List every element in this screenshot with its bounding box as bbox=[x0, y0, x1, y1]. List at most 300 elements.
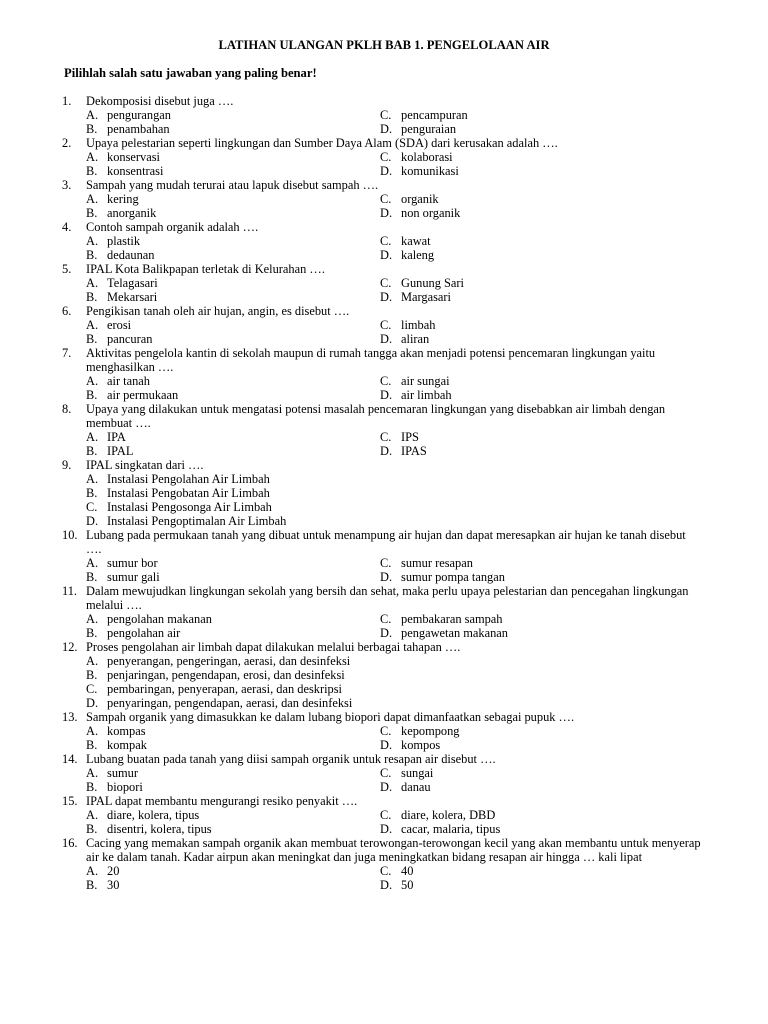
option-text: pengolahan makanan bbox=[107, 612, 212, 626]
option-row bbox=[0, 430, 768, 444]
option-letter: D. bbox=[86, 514, 99, 528]
question-stem bbox=[0, 458, 768, 472]
option-text: sumur bbox=[107, 766, 138, 780]
option-letter: B. bbox=[86, 388, 98, 402]
option-row bbox=[0, 374, 768, 388]
option-text: air tanah bbox=[107, 374, 150, 388]
question-text: Contoh sampah organik adalah …. bbox=[86, 220, 259, 234]
option-row bbox=[0, 626, 768, 640]
option-text: biopori bbox=[107, 780, 143, 794]
question-number: 1. bbox=[62, 94, 72, 108]
question-text: Dalam mewujudkan lingkungan sekolah yang bersih dan sehat, maka perlu upaya pelestarian dan pencegahan lingkungan melalui …. bbox=[86, 584, 689, 612]
options-group bbox=[0, 472, 768, 528]
answer-option bbox=[86, 234, 140, 248]
options-group bbox=[0, 374, 768, 402]
option-letter: B. bbox=[86, 122, 98, 136]
option-letter: A. bbox=[86, 234, 99, 248]
option-letter: C. bbox=[380, 430, 392, 444]
instruction-text: Pilihlah salah satu jawaban yang paling benar! bbox=[64, 66, 317, 80]
option-text: penyerangan, pengeringan, aerasi, dan desinfeksi bbox=[107, 654, 351, 668]
answer-option bbox=[86, 164, 163, 178]
option-letter: C. bbox=[380, 318, 392, 332]
option-letter: A. bbox=[86, 654, 99, 668]
option-letter: A. bbox=[86, 472, 99, 486]
answer-option bbox=[380, 430, 419, 444]
option-text: pancuran bbox=[107, 332, 153, 346]
option-letter: D. bbox=[380, 122, 393, 136]
options-group bbox=[0, 808, 768, 836]
question-text: Sampah organik yang dimasukkan ke dalam lubang biopori dapat dimanfaatkan sebagai pupuk …. bbox=[86, 710, 575, 724]
option-text: penambahan bbox=[107, 122, 170, 136]
answer-option bbox=[86, 766, 138, 780]
question-text: Dekomposisi disebut juga …. bbox=[86, 94, 234, 108]
option-text: pembaringan, penyerapan, aerasi, dan deskripsi bbox=[107, 682, 342, 696]
question-item bbox=[0, 178, 768, 220]
question-item bbox=[0, 220, 768, 262]
question-text: Upaya yang dilakukan untuk mengatasi potensi masalah pencemaran lingkungan yang disebabkan air limbah dengan membuat …. bbox=[86, 402, 666, 430]
option-letter: C. bbox=[380, 234, 392, 248]
answer-option bbox=[380, 276, 464, 290]
answer-option bbox=[86, 780, 143, 794]
question-text: Lubang buatan pada tanah yang diisi sampah organik untuk resapan air disebut …. bbox=[86, 752, 496, 766]
question-text: Proses pengolahan air limbah dapat dilakukan melalui berbagai tahapan …. bbox=[86, 640, 461, 654]
question-stem bbox=[0, 346, 768, 374]
option-row bbox=[0, 808, 768, 822]
question-item bbox=[0, 262, 768, 304]
question-number: 2. bbox=[62, 136, 72, 150]
option-text: Instalasi Pengobatan Air Limbah bbox=[107, 486, 270, 500]
option-text: plastik bbox=[107, 234, 141, 248]
options-group bbox=[0, 234, 768, 262]
option-text: Gunung Sari bbox=[401, 276, 464, 290]
question-stem bbox=[0, 836, 768, 864]
option-row bbox=[0, 780, 768, 794]
question-number: 3. bbox=[62, 178, 72, 192]
option-letter: C. bbox=[380, 808, 392, 822]
question-text: Upaya pelestarian seperti lingkungan dan Sumber Daya Alam (SDA) dari kerusakan adalah …. bbox=[86, 136, 558, 150]
option-row bbox=[0, 864, 768, 878]
question-text: IPAL singkatan dari …. bbox=[86, 458, 204, 472]
question-number: 16. bbox=[62, 836, 78, 850]
option-text: kering bbox=[107, 192, 139, 206]
option-text: sumur gali bbox=[107, 570, 160, 584]
option-text: 30 bbox=[107, 878, 120, 892]
question-item bbox=[0, 640, 768, 710]
option-text: organik bbox=[401, 192, 439, 206]
option-text: air sungai bbox=[401, 374, 450, 388]
answer-option bbox=[0, 696, 768, 710]
option-text: disentri, kolera, tipus bbox=[107, 822, 212, 836]
option-letter: D. bbox=[380, 206, 393, 220]
option-text: penjaringan, pengendapan, erosi, dan desinfeksi bbox=[107, 668, 345, 682]
option-letter: B. bbox=[86, 164, 98, 178]
option-letter: B. bbox=[86, 780, 98, 794]
options-group bbox=[0, 108, 768, 136]
options-group bbox=[0, 654, 768, 710]
answer-option bbox=[86, 122, 170, 136]
option-letter: B. bbox=[86, 248, 98, 262]
question-item bbox=[0, 794, 768, 836]
option-letter: A. bbox=[86, 556, 99, 570]
question-stem bbox=[0, 262, 768, 276]
question-stem bbox=[0, 178, 768, 192]
question-stem bbox=[0, 304, 768, 318]
question-text: Aktivitas pengelola kantin di sekolah maupun di rumah tangga akan menjadi potensi pencemaran lingkungan yaitu menghasilkan …. bbox=[86, 346, 656, 374]
answer-option bbox=[380, 556, 473, 570]
option-letter: D. bbox=[380, 164, 393, 178]
option-row bbox=[0, 122, 768, 136]
option-letter: C. bbox=[380, 766, 392, 780]
option-letter: D. bbox=[380, 878, 393, 892]
option-text: 50 bbox=[401, 878, 414, 892]
option-letter: B. bbox=[86, 290, 98, 304]
option-row bbox=[0, 206, 768, 220]
option-text: aliran bbox=[401, 332, 430, 346]
option-letter: A. bbox=[86, 808, 99, 822]
option-letter: D. bbox=[380, 626, 393, 640]
option-text: Telagasari bbox=[107, 276, 158, 290]
question-number: 5. bbox=[62, 262, 72, 276]
question-number: 11. bbox=[62, 584, 78, 598]
options-group bbox=[0, 864, 768, 892]
question-item bbox=[0, 710, 768, 752]
question-number: 7. bbox=[62, 346, 72, 360]
option-letter: D. bbox=[380, 822, 393, 836]
option-text: IPAL bbox=[107, 444, 134, 458]
answer-option bbox=[0, 500, 768, 514]
question-stem bbox=[0, 220, 768, 234]
option-row bbox=[0, 612, 768, 626]
option-text: IPA bbox=[107, 430, 126, 444]
question-number: 14. bbox=[62, 752, 78, 766]
answer-option bbox=[380, 192, 439, 206]
answer-option bbox=[380, 164, 459, 178]
answer-option bbox=[380, 388, 452, 402]
option-row bbox=[0, 318, 768, 332]
question-text: IPAL Kota Balikpapan terletak di Kelurahan …. bbox=[86, 262, 325, 276]
answer-option bbox=[380, 878, 413, 892]
option-text: erosi bbox=[107, 318, 132, 332]
option-letter: A. bbox=[86, 150, 99, 164]
question-number: 8. bbox=[62, 402, 72, 416]
answer-option bbox=[0, 654, 768, 668]
option-letter: C. bbox=[380, 374, 392, 388]
option-text: 40 bbox=[401, 864, 414, 878]
option-letter: C. bbox=[86, 682, 98, 696]
option-letter: A. bbox=[86, 430, 99, 444]
option-text: konservasi bbox=[107, 150, 160, 164]
option-text: Mekarsari bbox=[107, 290, 158, 304]
option-row bbox=[0, 388, 768, 402]
option-text: air permukaan bbox=[107, 388, 179, 402]
option-letter: D. bbox=[380, 570, 393, 584]
option-letter: C. bbox=[380, 864, 392, 878]
option-text: limbah bbox=[401, 318, 436, 332]
option-text: penguraian bbox=[401, 122, 457, 136]
option-row bbox=[0, 724, 768, 738]
question-item bbox=[0, 136, 768, 178]
answer-option bbox=[86, 444, 133, 458]
option-letter: D. bbox=[380, 248, 393, 262]
option-text: Instalasi Pengosonga Air Limbah bbox=[107, 500, 272, 514]
option-letter: D. bbox=[380, 388, 393, 402]
option-letter: A. bbox=[86, 108, 99, 122]
option-row bbox=[0, 570, 768, 584]
question-number: 6. bbox=[62, 304, 72, 318]
option-text: IPS bbox=[401, 430, 419, 444]
option-letter: B. bbox=[86, 668, 98, 682]
option-text: dedaunan bbox=[107, 248, 155, 262]
option-letter: B. bbox=[86, 332, 98, 346]
option-letter: A. bbox=[86, 192, 99, 206]
option-letter: D. bbox=[380, 738, 393, 752]
option-row bbox=[0, 150, 768, 164]
option-text: kepompong bbox=[401, 724, 460, 738]
option-letter: C. bbox=[380, 612, 392, 626]
question-item bbox=[0, 752, 768, 794]
answer-option bbox=[380, 318, 435, 332]
option-row bbox=[0, 878, 768, 892]
answer-option bbox=[0, 514, 768, 528]
question-number: 13. bbox=[62, 710, 78, 724]
option-letter: B. bbox=[86, 206, 98, 220]
question-item bbox=[0, 304, 768, 346]
option-row bbox=[0, 248, 768, 262]
answer-option bbox=[380, 374, 450, 388]
question-number: 4. bbox=[62, 220, 72, 234]
answer-option bbox=[380, 332, 429, 346]
option-letter: C. bbox=[380, 150, 392, 164]
question-stem bbox=[0, 640, 768, 654]
option-row bbox=[0, 822, 768, 836]
options-group bbox=[0, 430, 768, 458]
options-group bbox=[0, 766, 768, 794]
option-text: diare, kolera, DBD bbox=[401, 808, 496, 822]
option-row bbox=[0, 444, 768, 458]
option-text: sumur pompa tangan bbox=[401, 570, 505, 584]
option-row bbox=[0, 234, 768, 248]
answer-option bbox=[86, 206, 156, 220]
answer-option bbox=[86, 276, 158, 290]
option-row bbox=[0, 766, 768, 780]
option-text: kompos bbox=[401, 738, 441, 752]
answer-option bbox=[380, 626, 508, 640]
answer-option bbox=[0, 682, 768, 696]
answer-option bbox=[380, 780, 431, 794]
question-stem bbox=[0, 528, 768, 556]
option-text: anorganik bbox=[107, 206, 157, 220]
answer-option bbox=[86, 248, 154, 262]
question-text: IPAL dapat membantu mengurangi resiko penyakit …. bbox=[86, 794, 358, 808]
option-text: pengolahan air bbox=[107, 626, 181, 640]
option-letter: B. bbox=[86, 486, 98, 500]
answer-option bbox=[86, 374, 150, 388]
question-item bbox=[0, 402, 768, 458]
question-stem bbox=[0, 402, 768, 430]
answer-option bbox=[86, 878, 119, 892]
page-title: LATIHAN ULANGAN PKLH BAB 1. PENGELOLAAN AIR bbox=[218, 38, 550, 52]
option-text: kolaborasi bbox=[401, 150, 453, 164]
option-letter: C. bbox=[380, 724, 392, 738]
question-stem bbox=[0, 584, 768, 612]
answer-option bbox=[380, 612, 503, 626]
answer-option bbox=[0, 668, 768, 682]
option-text: komunikasi bbox=[401, 164, 459, 178]
option-letter: B. bbox=[86, 444, 98, 458]
answer-option bbox=[380, 444, 427, 458]
option-text: 20 bbox=[107, 864, 120, 878]
question-number: 9. bbox=[62, 458, 72, 472]
question-item bbox=[0, 94, 768, 136]
answer-option bbox=[86, 738, 147, 752]
options-group bbox=[0, 276, 768, 304]
option-text: sungai bbox=[401, 766, 434, 780]
answer-option bbox=[86, 318, 131, 332]
option-letter: A. bbox=[86, 766, 99, 780]
answer-option bbox=[380, 808, 495, 822]
question-stem bbox=[0, 752, 768, 766]
answer-option bbox=[380, 738, 440, 752]
question-number: 15. bbox=[62, 794, 78, 808]
answer-option bbox=[380, 864, 413, 878]
option-text: kaleng bbox=[401, 248, 435, 262]
answer-option bbox=[380, 570, 505, 584]
question-stem bbox=[0, 94, 768, 108]
option-letter: C. bbox=[380, 192, 392, 206]
option-row bbox=[0, 108, 768, 122]
answer-option bbox=[86, 612, 212, 626]
option-row bbox=[0, 164, 768, 178]
option-text: Margasari bbox=[401, 290, 452, 304]
answer-option bbox=[86, 724, 146, 738]
question-stem bbox=[0, 794, 768, 808]
option-letter: A. bbox=[86, 724, 99, 738]
option-text: pengurangan bbox=[107, 108, 171, 122]
answer-option bbox=[380, 234, 431, 248]
answer-option bbox=[86, 808, 199, 822]
option-letter: D. bbox=[380, 444, 393, 458]
option-letter: A. bbox=[86, 864, 99, 878]
option-letter: A. bbox=[86, 318, 99, 332]
answer-option bbox=[380, 150, 453, 164]
answer-option bbox=[380, 822, 500, 836]
question-stem bbox=[0, 136, 768, 150]
option-letter: A. bbox=[86, 276, 99, 290]
options-group bbox=[0, 556, 768, 584]
options-group bbox=[0, 318, 768, 346]
options-group bbox=[0, 724, 768, 752]
option-row bbox=[0, 276, 768, 290]
answer-option bbox=[86, 108, 171, 122]
answer-option bbox=[86, 626, 180, 640]
option-letter: A. bbox=[86, 374, 99, 388]
question-item bbox=[0, 836, 768, 892]
question-text: Cacing yang memakan sampah organik akan membuat terowongan-terowongan kecil yang akan membantu untuk menyerap air ke dalam tanah. Kadar airpun akan meningkat dan juga meningkatkan bidang resapan air hingga … kali lipat bbox=[86, 836, 701, 864]
question-number: 10. bbox=[62, 528, 78, 542]
option-text: diare, kolera, tipus bbox=[107, 808, 200, 822]
answer-option bbox=[380, 248, 434, 262]
option-letter: D. bbox=[380, 332, 393, 346]
answer-option bbox=[0, 472, 768, 486]
option-text: pengawetan makanan bbox=[401, 626, 508, 640]
option-row bbox=[0, 556, 768, 570]
option-letter: D. bbox=[86, 696, 99, 710]
option-text: non organik bbox=[401, 206, 461, 220]
options-group bbox=[0, 150, 768, 178]
question-item bbox=[0, 458, 768, 528]
answer-option bbox=[380, 724, 460, 738]
option-letter: B. bbox=[86, 626, 98, 640]
question-text: Pengikisan tanah oleh air hujan, angin, es disebut …. bbox=[86, 304, 350, 318]
answer-option bbox=[86, 864, 119, 878]
option-text: air limbah bbox=[401, 388, 452, 402]
option-text: sumur bor bbox=[107, 556, 158, 570]
option-letter: B. bbox=[86, 570, 98, 584]
answer-option bbox=[380, 108, 468, 122]
option-row bbox=[0, 290, 768, 304]
answer-option bbox=[86, 388, 178, 402]
answer-option bbox=[86, 332, 152, 346]
question-list bbox=[0, 94, 768, 892]
question-item bbox=[0, 528, 768, 584]
option-text: konsentrasi bbox=[107, 164, 164, 178]
option-letter: B. bbox=[86, 822, 98, 836]
option-text: kompak bbox=[107, 738, 147, 752]
options-group bbox=[0, 192, 768, 220]
option-row bbox=[0, 332, 768, 346]
option-text: danau bbox=[401, 780, 431, 794]
answer-option bbox=[0, 486, 768, 500]
answer-option bbox=[380, 290, 451, 304]
option-text: IPAS bbox=[401, 444, 427, 458]
answer-option bbox=[86, 192, 139, 206]
option-letter: C. bbox=[380, 108, 392, 122]
answer-option bbox=[86, 822, 212, 836]
option-text: kompas bbox=[107, 724, 146, 738]
option-text: penyaringan, pengendapan, aerasi, dan desinfeksi bbox=[107, 696, 353, 710]
answer-option bbox=[380, 766, 433, 780]
question-item bbox=[0, 584, 768, 640]
option-text: sumur resapan bbox=[401, 556, 473, 570]
answer-option bbox=[380, 206, 460, 220]
question-text: Sampah yang mudah terurai atau lapuk disebut sampah …. bbox=[86, 178, 379, 192]
option-text: pembakaran sampah bbox=[401, 612, 503, 626]
option-letter: C. bbox=[86, 500, 98, 514]
answer-option bbox=[86, 150, 160, 164]
option-letter: D. bbox=[380, 290, 393, 304]
question-item bbox=[0, 346, 768, 402]
option-letter: A. bbox=[86, 612, 99, 626]
option-letter: B. bbox=[86, 878, 98, 892]
option-text: Instalasi Pengoptimalan Air Limbah bbox=[107, 514, 287, 528]
option-letter: D. bbox=[380, 780, 393, 794]
option-letter: C. bbox=[380, 276, 392, 290]
answer-option bbox=[86, 430, 126, 444]
option-letter: C. bbox=[380, 556, 392, 570]
option-text: cacar, malaria, tipus bbox=[401, 822, 501, 836]
answer-option bbox=[86, 290, 157, 304]
options-group bbox=[0, 612, 768, 640]
answer-option bbox=[86, 556, 158, 570]
option-row bbox=[0, 738, 768, 752]
option-row bbox=[0, 192, 768, 206]
option-text: Instalasi Pengolahan Air Limbah bbox=[107, 472, 270, 486]
answer-option bbox=[380, 122, 456, 136]
question-stem bbox=[0, 710, 768, 724]
option-text: kawat bbox=[401, 234, 431, 248]
answer-option bbox=[86, 570, 160, 584]
option-text: pencampuran bbox=[401, 108, 468, 122]
